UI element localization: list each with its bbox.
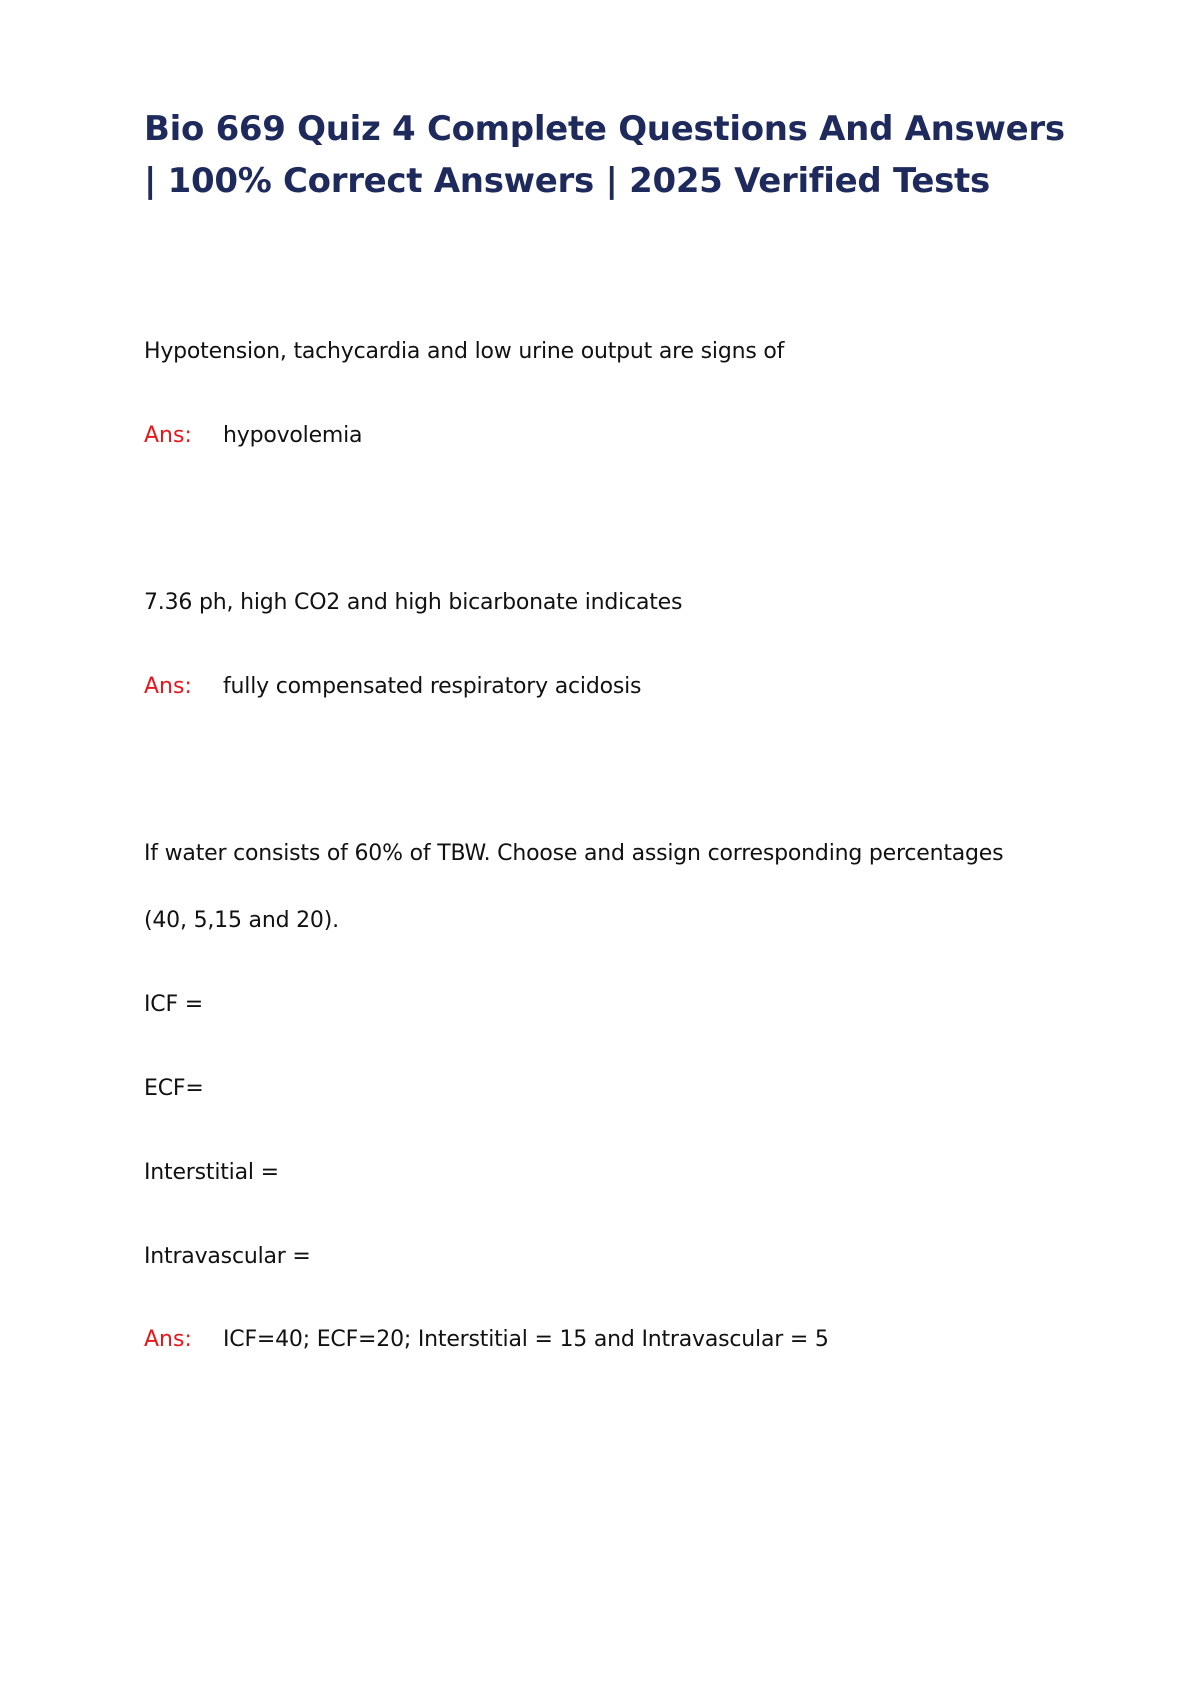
question-3-answer-label: Ans:	[144, 1327, 192, 1352]
question-2-answer: fully compensated respiratory acidosis	[223, 674, 642, 699]
question-3-answer: ICF=40; ECF=20; Interstitial = 15 and Intravascular = 5	[223, 1327, 829, 1352]
question-3-ecf: ECF=	[144, 1076, 204, 1101]
question-3-interstitial: Interstitial =	[144, 1160, 279, 1185]
question-1-answer: hypovolemia	[223, 423, 363, 448]
question-2-text: 7.36 ph, high CO2 and high bicarbonate indicates	[144, 590, 683, 615]
question-3-icf: ICF =	[144, 992, 203, 1017]
question-3-line-1: If water consists of 60% of TBW. Choose and assign corresponding percentages	[144, 841, 1004, 866]
question-2-answer-label: Ans:	[144, 674, 192, 699]
question-1-answer-label: Ans:	[144, 423, 192, 448]
question-3-intravascular: Intravascular =	[144, 1244, 311, 1269]
question-3-line-2: (40, 5,15 and 20).	[144, 908, 339, 933]
document-title: Bio 669 Quiz 4 Complete Questions And Answers | 100% Correct Answers | 2025 Verified Tests	[144, 109, 1065, 201]
question-1-text: Hypotension, tachycardia and low urine output are signs of	[144, 339, 785, 364]
